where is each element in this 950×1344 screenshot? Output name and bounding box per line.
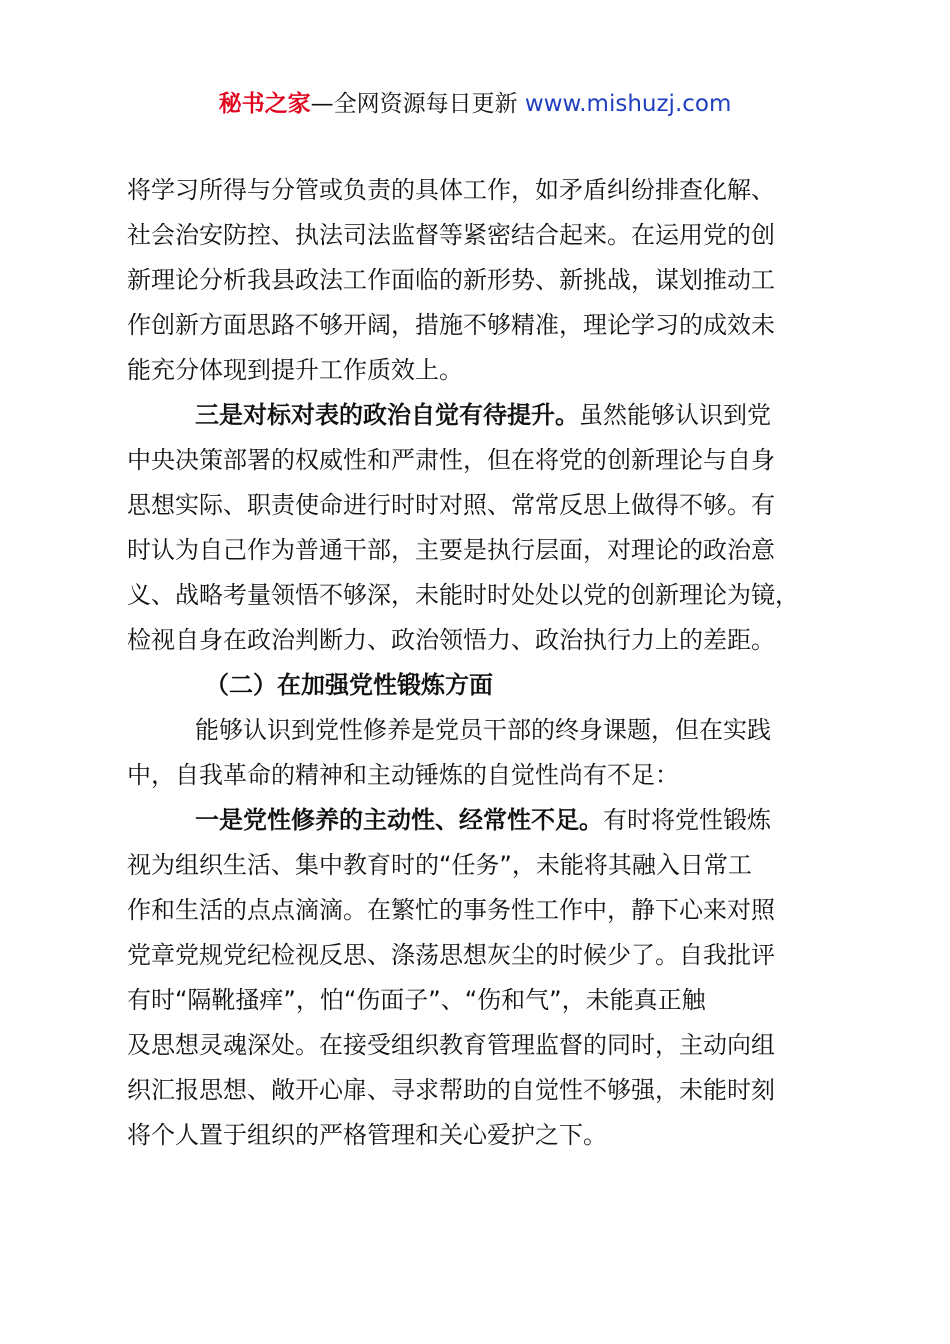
body-line: 中，自我革命的精神和主动锤炼的自觉性尚有不足： bbox=[127, 761, 679, 789]
body-line: 将学习所得与分管或负责的具体工作，如矛盾纠纷排查化解、 bbox=[127, 176, 775, 204]
section-heading: （二）在加强党性锻炼方面 bbox=[205, 671, 493, 699]
paragraph-start: 三是对标对表的政治自觉有待提升。虽然能够认识到党 bbox=[195, 401, 771, 429]
document-body bbox=[127, 168, 839, 1158]
body-line: 新理论分析我县政法工作面临的新形势、新挑战，谋划推动工 bbox=[127, 266, 775, 294]
body-line: 能充分体现到提升工作质效上。 bbox=[127, 356, 463, 384]
body-line: 织汇报思想、敞开心扉、寻求帮助的自觉性不够强，未能时刻 bbox=[127, 1076, 775, 1104]
body-line: 义、战略考量领悟不够深，未能时时处处以党的创新理论为镜， bbox=[127, 581, 799, 609]
header-brand: 秘书之家 bbox=[218, 91, 311, 117]
body-line: 思想实际、职责使命进行时时对照、常常反思上做得不够。有 bbox=[127, 491, 775, 519]
body-line: 作和生活的点点滴滴。在繁忙的事务性工作中，静下心来对照 bbox=[127, 896, 775, 924]
body-line: 作创新方面思路不够开阔，措施不够精准，理论学习的成效未 bbox=[127, 311, 775, 339]
body-line: 将个人置于组织的严格管理和关心爱护之下。 bbox=[127, 1121, 607, 1149]
header-url[interactable]: www.mishuzj.com bbox=[524, 91, 732, 117]
paragraph-start: 一是党性修养的主动性、经常性不足。有时将党性锻炼 bbox=[195, 806, 771, 834]
body-line: 社会治安防控、执法司法监督等紧密结合起来。在运用党的创 bbox=[127, 221, 775, 249]
body-line: 党章党规党纪检视反思、涤荡思想灰尘的时候少了。自我批评 bbox=[127, 941, 775, 969]
body-line: 及思想灵魂深处。在接受组织教育管理监督的同时，主动向组 bbox=[127, 1031, 775, 1059]
body-line: 时认为自己作为普通干部，主要是执行层面，对理论的政治意 bbox=[127, 536, 775, 564]
page-header bbox=[0, 88, 950, 120]
bold-lead: 三是对标对表的政治自觉有待提升。 bbox=[195, 401, 579, 429]
body-line: 中央决策部署的权威性和严肃性，但在将党的创新理论与自身 bbox=[127, 446, 775, 474]
paragraph-start: 能够认识到党性修养是党员干部的终身课题，但在实践 bbox=[195, 716, 771, 744]
body-line: 检视自身在政治判断力、政治领悟力、政治执行力上的差距。 bbox=[127, 626, 775, 654]
body-line: 视为组织生活、集中教育时的“任务”，未能将其融入日常工 bbox=[127, 851, 752, 879]
body-line: 有时“隔靴搔痒”，怕“伤面子”、“伤和气”，未能真正触 bbox=[127, 986, 706, 1014]
bold-lead: 一是党性修养的主动性、经常性不足。 bbox=[195, 806, 603, 834]
header-tagline: —全网资源每日更新 bbox=[310, 91, 525, 117]
